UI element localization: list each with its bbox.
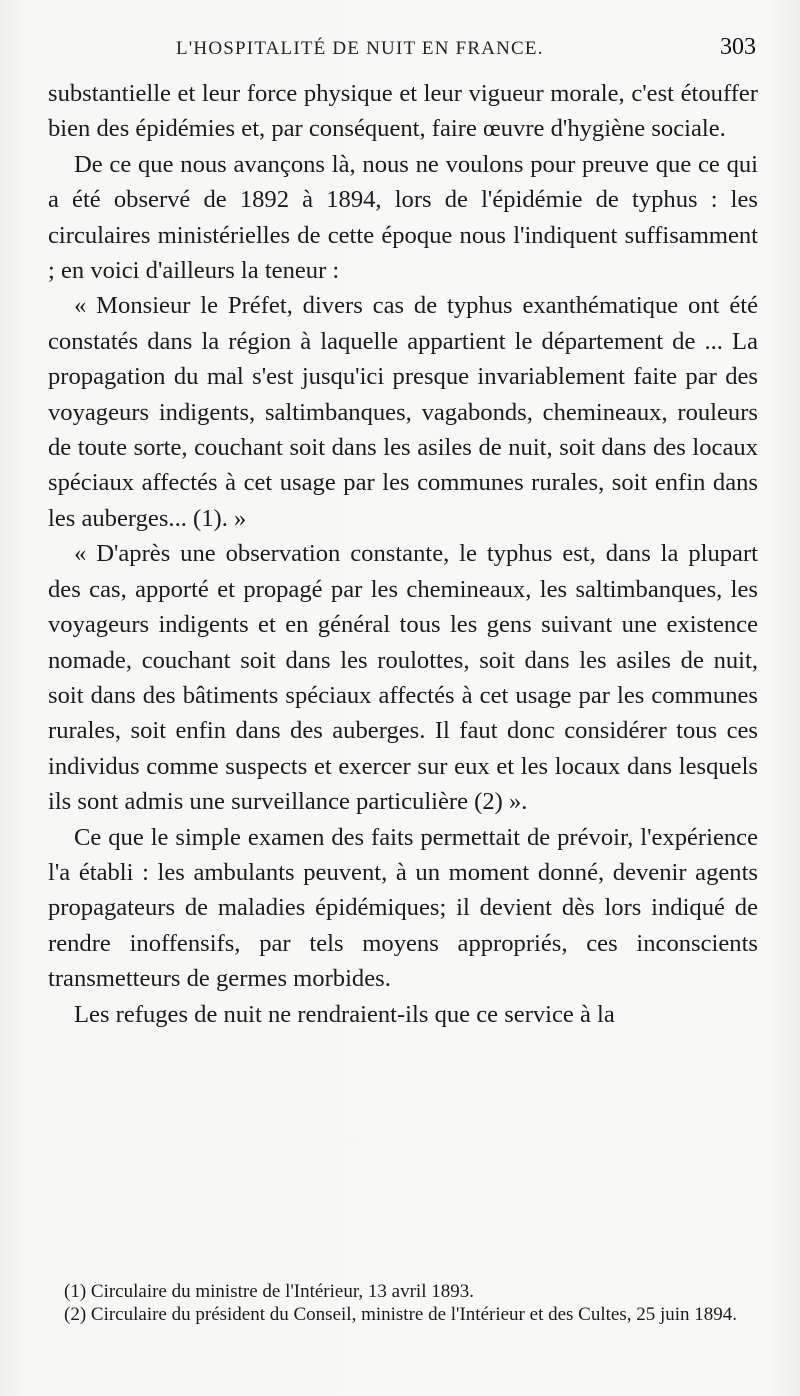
page-number: 303 [720, 34, 756, 60]
footnote: (1) Circulaire du ministre de l'Intérieur, 13 avril 1893. [64, 1281, 474, 1302]
body-text [48, 76, 758, 1032]
page-header [48, 34, 760, 70]
quotation-paragraph: « D'après une observation constante, le typhus est, dans la plupart des cas, apporté et propagé par les chemineaux, les saltimbanques, les voyageurs indigents et en général tous les gens suivant une existence nomade, couchant soit dans les roulottes, soit dans les asiles de nuit, soit dans des bâtiments spéciaux affectés à cet usage par les communes rurales, soit enfin dans des auberges. Il faut donc considérer tous ces individus comme suspects et exercer sur eux et les locaux dans lesquels ils sont admis une surveillance particulière (2) ». [48, 540, 758, 816]
footnotes [48, 1280, 758, 1326]
paragraph: Les refuges de nuit ne rendraient-ils que ce service à la [74, 1000, 615, 1028]
paragraph: substantielle et leur force physique et leur vigueur morale, c'est étouffer bien des épidémies et, par conséquent, faire œuvre d'hygiène sociale. [48, 80, 758, 143]
paragraph: Ce que le simple examen des faits permettait de prévoir, l'expérience l'a établi : les ambulants peuvent, à un moment donné, devenir agents propagateurs de maladies épidémiques; il devient dès lors indiqué de rendre inoffensifs, par tels moyens appropriés, ces inconscients transmetteurs de germes morbides. [48, 823, 758, 993]
running-title: L'HOSPITALITÉ DE NUIT EN FRANCE. [176, 38, 544, 59]
paragraph: De ce que nous avançons là, nous ne voulons pour preuve que ce qui a été observé de 1892 à 1894, lors de l'épidémie de typhus : les circulaires ministérielles de cette époque nous l'indiquent suffisamment ; en voici d'ailleurs la teneur : [48, 150, 758, 285]
quotation-paragraph: « Monsieur le Préfet, divers cas de typhus exanthématique ont été constatés dans la région à laquelle appartient le département de ... La propagation du mal s'est jusqu'ici presque invariablement faite par des voyageurs indigents, saltimbanques, vagabonds, chemineaux, rouleurs de toute sorte, couchant soit dans les asiles de nuit, soit dans des locaux spéciaux affectés à cet usage par les communes rurales, soit enfin dans les auberges... (1). » [48, 292, 758, 532]
footnote: (2) Circulaire du président du Conseil, ministre de l'Intérieur et des Cultes, 25 juin 1894. [64, 1304, 738, 1325]
